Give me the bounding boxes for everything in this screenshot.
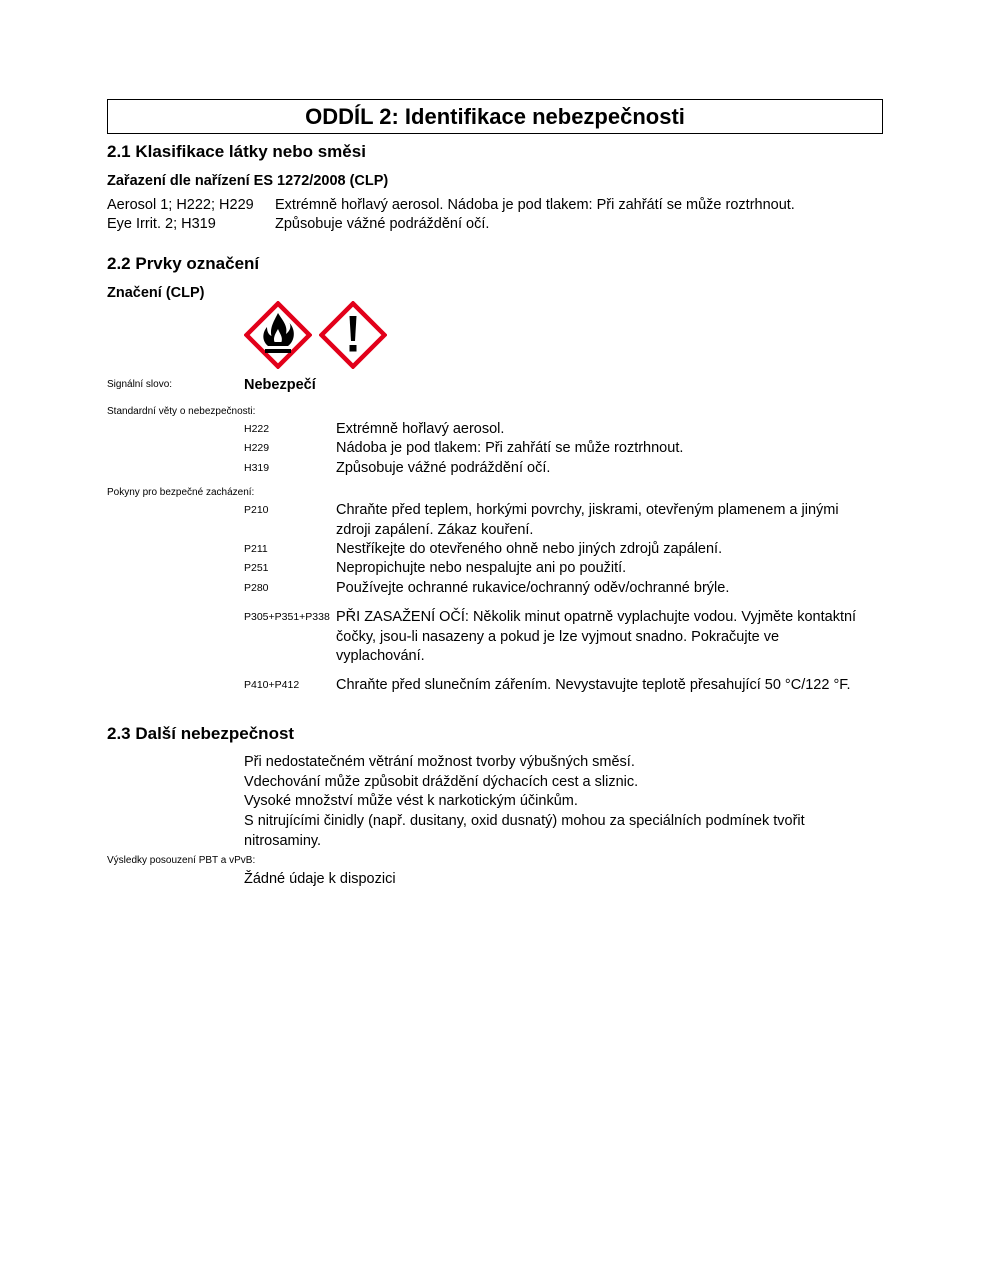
hazard-code: H319 [244, 462, 270, 474]
heading-2-1: 2.1 Klasifikace látky nebo směsi [107, 142, 366, 161]
other-hazard-line: S nitrujícími činidly (např. dusitany, oxid dusnatý) mohou za speciálních podmínek tvořit nitrosaminy. [244, 813, 805, 849]
precaution-text: Nestříkejte do otevřeného ohně nebo jiných zdrojů zapálení. [336, 541, 723, 557]
exclamation-pictogram-icon [319, 301, 387, 369]
classification-text: Způsobuje vážné podráždění očí. [275, 216, 490, 232]
hazard-text: Nádoba je pod tlakem: Při zahřátí se může roztrhnout. [336, 440, 684, 456]
precaution-code: P211 [244, 543, 268, 555]
precaution-text: Používejte ochranné rukavice/ochranný oděv/ochranné brýle. [336, 580, 730, 596]
hazard-code: H222 [244, 423, 270, 435]
precaution-code: P305+P351+P338 [244, 611, 330, 623]
hazard-statements-label: Standardní věty o nebezpečnosti: [107, 406, 256, 417]
clp-classification-subheading: Zařazení dle nařízení ES 1272/2008 (CLP) [107, 173, 389, 189]
precaution-code: P210 [244, 504, 269, 516]
precaution-text: Chraňte před teplem, horkými povrchy, jiskrami, otevřeným plamenem a jinými zdroji zapálení. Zákaz kouření. [336, 502, 839, 538]
precaution-text: PŘI ZASAŽENÍ OČÍ: Několik minut opatrně vyplachujte vodou. Vyjměte kontaktní čočky, jsou-li nasazeny a pokud je lze vyjmout snadno. Pokračujte ve vyplachování. [336, 609, 857, 664]
precautionary-statements-label: Pokyny pro bezpečné zacházení: [107, 487, 255, 498]
other-hazard-line: Vdechování může způsobit dráždění dýchacích cest a sliznic. [244, 774, 639, 790]
heading-2-3: 2.3 Další nebezpečnost [107, 724, 295, 743]
classification-code: Eye Irrit. 2; H319 [107, 216, 216, 232]
clp-labelling-subheading: Značení (CLP) [107, 285, 205, 301]
precaution-code: P251 [244, 562, 269, 574]
other-hazard-line: Při nedostatečném větrání možnost tvorby výbušných směsí. [244, 754, 635, 770]
precaution-text: Nepropichujte nebo nespalujte ani po použití. [336, 560, 627, 576]
flame-pictogram-icon [244, 301, 312, 369]
precaution-code: P280 [244, 582, 269, 594]
section-title: ODDÍL 2: Identifikace nebezpečnosti [305, 104, 685, 129]
signal-word-label: Signální slovo: [107, 379, 173, 390]
heading-2-2: 2.2 Prvky označení [107, 254, 260, 273]
hazard-text: Extrémně hořlavý aerosol. [336, 421, 505, 437]
classification-text: Extrémně hořlavý aerosol. Nádoba je pod tlakem: Při zahřátí se může roztrhnout. [275, 197, 795, 213]
hazard-code: H229 [244, 442, 270, 454]
hazard-text: Způsobuje vážné podráždění očí. [336, 460, 551, 476]
signal-word: Nebezpečí [244, 377, 316, 393]
precaution-code: P410+P412 [244, 679, 300, 691]
pbt-vpvb-label: Výsledky posouzení PBT a vPvB: [107, 855, 256, 866]
other-hazard-line: Vysoké množství může vést k narkotickým účinkům. [244, 793, 578, 809]
pbt-vpvb-value: Žádné údaje k dispozici [244, 871, 396, 887]
precaution-text: Chraňte před slunečním zářením. Nevystavujte teplotě přesahující 50 °C/122 °F. [336, 677, 851, 693]
classification-code: Aerosol 1; H222; H229 [107, 197, 254, 213]
